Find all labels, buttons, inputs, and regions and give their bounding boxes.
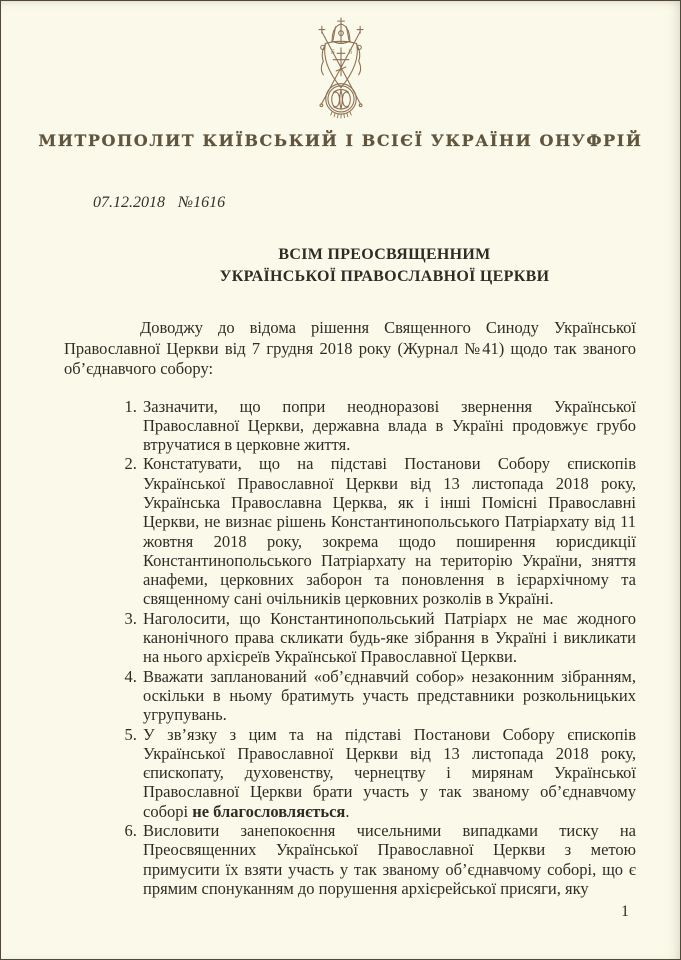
- resolution-list: [64, 397, 636, 899]
- monogram-medallion-icon: [325, 84, 355, 114]
- page-number: 1: [621, 903, 629, 920]
- mantle-letter-right: Б: [347, 49, 352, 56]
- list-item-1: [141, 397, 636, 455]
- list-item-3: [141, 609, 636, 667]
- document-number: №1616: [178, 194, 226, 211]
- coat-of-arms-icon: [295, 17, 387, 119]
- item-suffix: .: [345, 801, 350, 821]
- item-text: У зв’язку з цим та на підставі Постанови Собору єпископів Української Православної Церкви від 13 листопада 2018 року, єпископату, духовенству, чернецтву і мирянам Української Православної Церкви брати участь у так званому об’єднавчому соборі: [143, 724, 636, 821]
- mitre-icon: [331, 24, 350, 44]
- intro-paragraph: Доводжу до відома рішення Священного Синоду Української Православної Церкви від 7 грудня 2018 року (Журнал №41) щодо так званого об’єднавчого собору:: [64, 318, 636, 378]
- item-bold-text: не благословляється: [192, 801, 346, 821]
- list-item-5: [141, 725, 636, 821]
- mantle-letter-left: Б: [330, 49, 335, 56]
- item-text: Констатувати, що на підставі Постанови Собору єпископів Української Православної Церкви від 13 листопада 2018 року, Українська Православна Церква, як і інші Помісні Православні Церкви, не визнає рішень Константинопольського Патріархату від 11 жовтня 2018 року, зокрема щодо поширення юрисдикції Константинопольського Патріархату на територію України, зняття анафеми, церковних заборон та поновлення в ієрархічному та священному сані очільників церковних розколів в Україні.: [143, 454, 636, 609]
- list-item-6: [141, 821, 636, 898]
- metropolitan-emblem: [295, 17, 387, 119]
- document-date: 07.12.2018: [93, 194, 165, 211]
- addressee-line-1: ВСІМ ПРЕОСВЯЩЕННИМ: [278, 246, 491, 263]
- item-text: Наголосити, що Константинопольський Патріарх не має жодного канонічного права скликати будь-яке зібрання в Україні і викликати на нього архієреїв Української Православної Церкви.: [143, 608, 636, 667]
- list-item-4: [141, 667, 636, 725]
- addressee-line-2: УКРАЇНСЬКОЇ ПРАВОСЛАВНОЇ ЦЕРКВИ: [219, 268, 550, 285]
- document-meta: [93, 194, 680, 212]
- addressee-block: [1, 244, 680, 288]
- item-text: Зазначити, що попри неодноразові звернення Української Православної Церкви, державна влада в Україні продовжує грубо втручатися в церковне життя.: [143, 396, 636, 455]
- letterhead-title: МИТРОПОЛИТ КИЇВСЬКИЙ І ВСІЄЇ УКРАЇНИ ОНУФРІЙ: [38, 131, 643, 150]
- list-item-2: [141, 454, 636, 608]
- item-text: Вважати запланований «об’єднавчий собор» незаконним зібранням, оскільки в ньому братимуть участь представники розкольницьких угрупувань.: [143, 666, 636, 725]
- item-text: Висловити занепокоєння чисельними випадками тиску на Преосвященних Української Православної Церкви з метою примусити їх взяти участь у так званому об’єднавчому соборі, що є прямим спонуканням до порушення архієрейської присяги, яку: [143, 821, 636, 898]
- orthodox-cross-icon: [333, 48, 349, 76]
